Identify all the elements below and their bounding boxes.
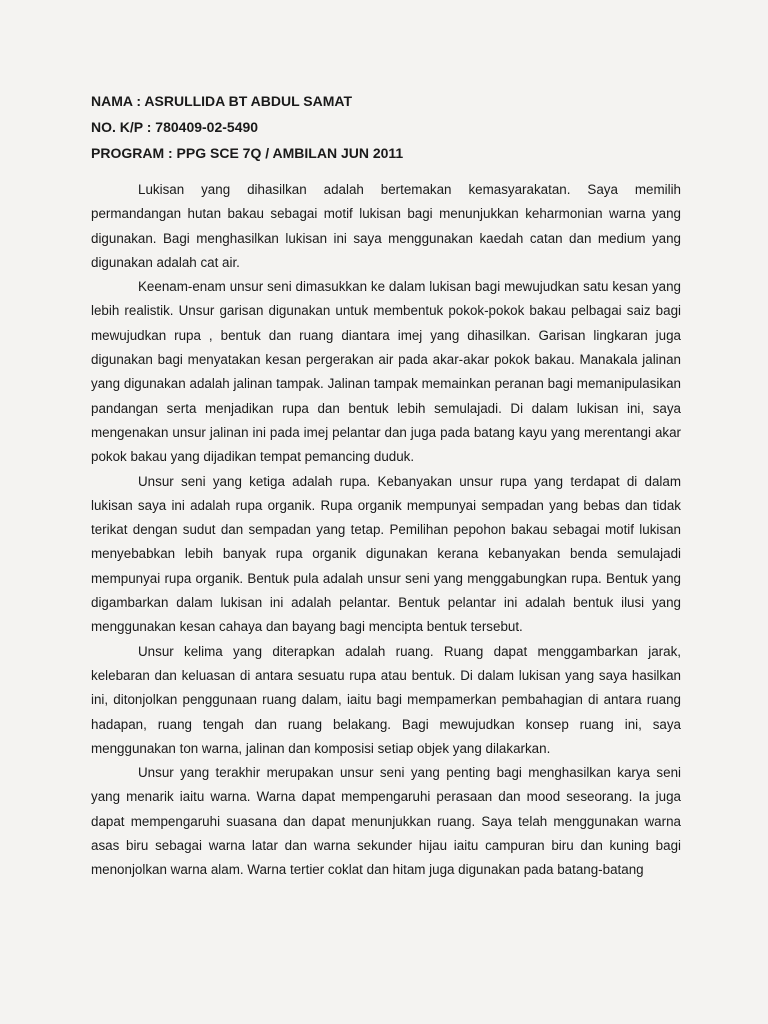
- student-program: PROGRAM : PPG SCE 7Q / AMBILAN JUN 2011: [91, 145, 404, 161]
- paragraph-space: Unsur kelima yang diterapkan adalah ruang. Ruang dapat menggambarkan jarak, kelebaran dan keluasan di antara sesuatu rupa atau bentuk. Di dalam lukisan yang saya hasilkan ini, ditonjolkan penggunaan ruang dalam, iaitu bagi mempamerkan pembahagian di antara ruang hadapan, ruang tengah dan ruang belakang. Bagi mewujudkan konsep ruang ini, saya menggunakan ton warna, jalinan dan komposisi setiap objek yang dilakarkan.: [91, 643, 681, 756]
- paragraph-colour: Unsur yang terakhir merupakan unsur seni yang penting bagi menghasilkan karya seni yang menarik iaitu warna. Warna dapat mempengaruhi perasaan dan mood seseorang. Ia juga dapat mempengaruhi suasana dan dapat menunjukkan ruang. Saya telah menggunakan warna asas biru sebagai warna latar dan warna sekunder hijau iaitu campuran biru dan kuning bagi menonjolkan warna alam. Warna tertier coklat dan hitam juga digunakan pada batang-batang: [91, 765, 681, 878]
- student-ic-number: NO. K/P : 780409-02-5490: [91, 119, 259, 135]
- document-body: [91, 88, 681, 883]
- paragraph-theme: Lukisan yang dihasilkan adalah bertemakan kemasyarakatan. Saya memilih permandangan hutan bakau sebagai motif lukisan bagi menunjukkan keharmonian warna yang digunakan. Bagi menghasilkan lukisan ini saya menggunakan kaedah catan dan medium yang digunakan adalah cat air.: [91, 182, 681, 270]
- paragraph-line-texture: Keenam-enam unsur seni dimasukkan ke dalam lukisan bagi mewujudkan satu kesan yang lebih realistik. Unsur garisan digunakan untuk membentuk pokok-pokok bakau pelbagai saiz bagi mewujudkan rupa , bentuk dan ruang diantara imej yang dihasilkan. Garisan lingkaran juga digunakan bagi menyatakan kesan pergerakan air pada akar-akar pokok bakau. Manakala jalinan yang digunakan adalah jalinan tampak. Jalinan tampak memainkan peranan bagi memanipulasikan pandangan serta menjadikan rupa dan bentuk lebih semulajadi. Di dalam lukisan ini, saya mengenakan unsur jalinan ini pada imej pelantar dan juga pada batang kayu yang merentangi akar pokok bakau yang dijadikan tempat pemancing duduk.: [91, 279, 681, 465]
- student-name: NAMA : ASRULLIDA BT ABDUL SAMAT: [91, 93, 353, 109]
- student-info-header: [91, 88, 681, 166]
- paragraph-shape-form: Unsur seni yang ketiga adalah rupa. Kebanyakan unsur rupa yang terdapat di dalam lukisan saya ini adalah rupa organik. Rupa organik mempunyai sempadan yang bebas dan tidak terikat dengan sudut dan sempadan yang tetap. Pemilihan pepohon bakau sebagai motif lukisan menyebabkan lebih banyak rupa organik digunakan kerana kebanyakan benda semulajadi mempunyai rupa organik. Bentuk pula adalah unsur seni yang menggabungkan rupa. Bentuk yang digambarkan dalam lukisan ini adalah pelantar. Bentuk pelantar ini adalah bentuk ilusi yang menggunakan kesan cahaya dan bayang bagi mencipta bentuk tersebut.: [91, 473, 681, 635]
